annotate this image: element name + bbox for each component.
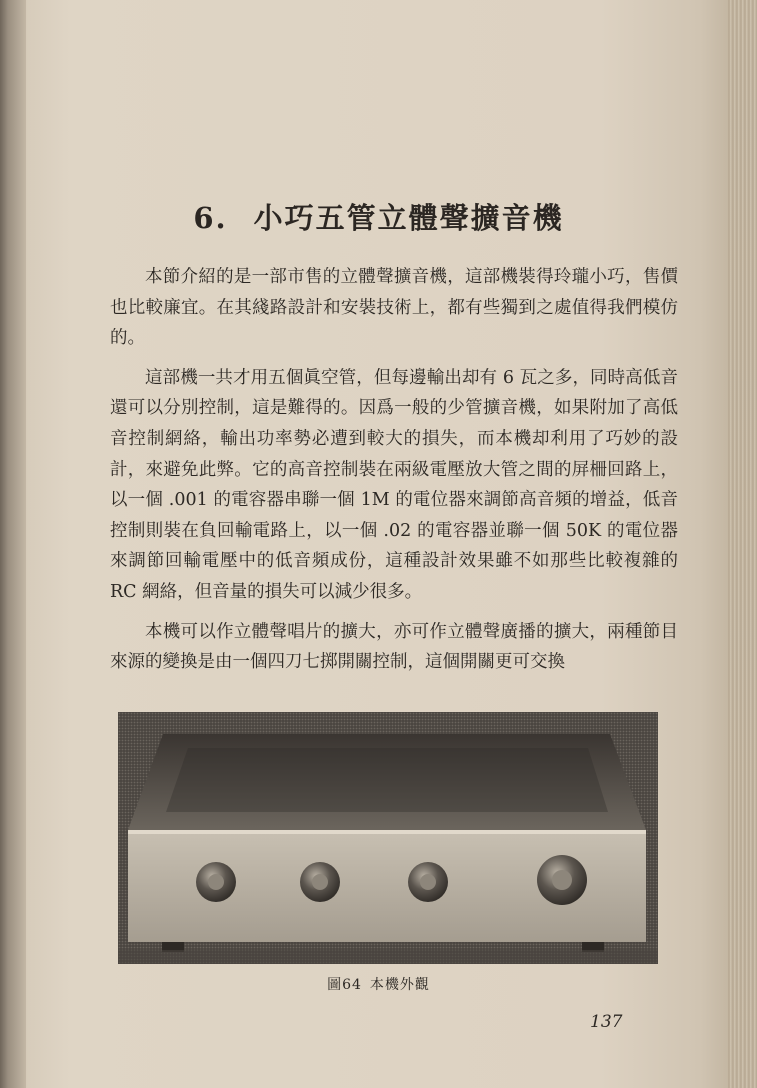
section-number: 6. [193, 201, 228, 235]
body-text [110, 262, 678, 678]
front-panel-edge [128, 830, 646, 834]
section-title: 小巧五管立體聲擴音機 [253, 201, 564, 235]
paragraph-1: 本節介紹的是一部市售的立體聲擴音機，這部機裝得玲瓏小巧，售價也比較廉宜。在其綫路設計和安裝技術上，都有些獨到之處值得我們模仿的。 [110, 267, 678, 349]
top-cover-shadow [166, 748, 608, 812]
knob-cap-icon [312, 874, 328, 890]
knob-cap-icon [208, 874, 224, 890]
knob-cap-icon [552, 870, 572, 890]
page-number: 137 [590, 1012, 623, 1032]
figure-caption-text: 本機外觀 [369, 977, 430, 993]
page-edges [727, 0, 757, 1088]
paragraph-2: 這部機一共才用五個眞空管，但每邊輸出却有 6 瓦之多，同時高低音還可以分別控制，這是難得的。因爲一般的少管擴音機，如果附加了高低音控制網絡，輸出功率勢必遭到較大的損失，而本機却利用了巧妙的設計，來避免此弊。它的高音控制裝在兩級電壓放大管之間的屏柵回路上，以一個 .001 的電容器串聯一個 1M 的電位器來調節高音頻的增益，低音控制則裝在負回輸電路上，以一個 .02 的電容器並聯一個 50K 的電位器來調節回輸電壓中的低音頻成份，這種設計效果雖不如那些比較複雜的 RC 網絡，但音量的損失可以減少很多。 [110, 367, 678, 602]
amplifier-photo [118, 712, 658, 964]
paragraph-3: 本機可以作立體聲唱片的擴大，亦可作立體聲廣播的擴大，兩種節目來源的變換是由一個四刀七掷開關控制，這個開關更可交換 [110, 621, 678, 673]
book-spine-shadow [0, 0, 26, 1088]
figure-caption [0, 974, 757, 994]
section-heading [0, 196, 757, 237]
photo-shadow [118, 950, 658, 964]
figure-label: 圖64 [327, 977, 362, 993]
knob-cap-icon [420, 874, 436, 890]
